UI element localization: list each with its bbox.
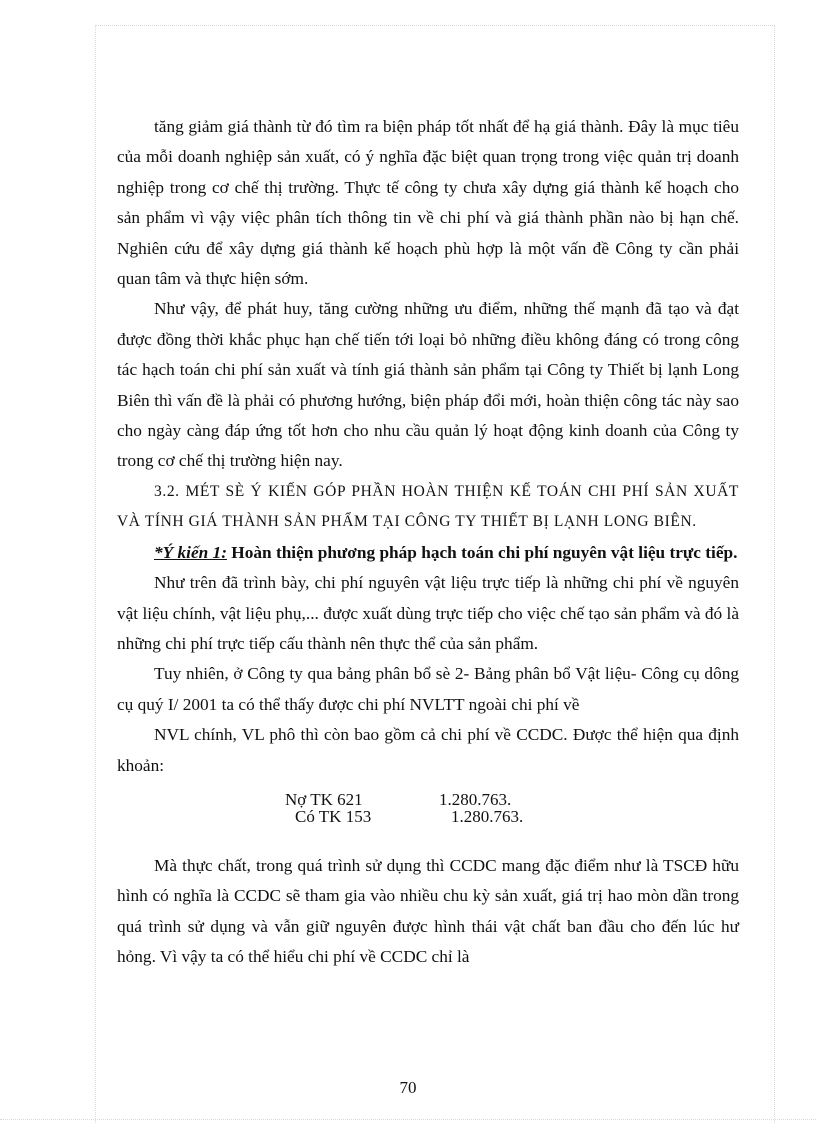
- paragraph-5: NVL chính, VL phô thì còn bao gồm cả chi phí về CCDC. Được thể hiện qua định khoản:: [117, 725, 739, 775]
- paragraph-6: Mà thực chất, trong quá trình sử dụng thì CCDC mang đặc điểm như là TSCĐ hữu hình có nghĩa là CCDC sẽ tham gia vào nhiều chu kỳ sản xuất, giá trị hao mòn dần trong quá trình sử dụng và vẫn giữ nguyên được hình thái vật chất ban đầu cho đến lúc hư hỏng. Vì vậy ta có thể hiểu chi phí về CCDC chỉ là: [117, 855, 739, 967]
- paragraph-4: Tuy nhiên, ở Công ty qua bảng phân bổ sè 2- Bảng phân bổ Vật liệu- Công cụ dông cụ quý I/ 2001 ta có thể thấy được chi phí NVLTT ngoài chi phí về: [117, 664, 739, 714]
- journal-entry: [117, 787, 739, 829]
- credit-account: Có TK 153: [295, 806, 372, 826]
- opinion-title: Hoàn thiện phương pháp hạch toán chi phí nguyên vật liệu trực tiếp.: [226, 542, 738, 562]
- credit-amount: 1.280.763.: [451, 806, 524, 826]
- opinion-heading: [117, 538, 739, 568]
- page-bottom-rule: [0, 1119, 816, 1120]
- debit-amount: 1.280.763.: [439, 789, 512, 809]
- paragraph-1: tăng giảm giá thành từ đó tìm ra biện pháp tốt nhất để hạ giá thành. Đây là mục tiêu của mỗi doanh nghiệp sản xuất, có ý nghĩa đặc biệt quan trọng trong việc quản trị doanh nghiệp trong cơ chế thị trường. Thực tế công ty chưa xây dựng giá thành kế hoạch cho sản phẩm vì vậy việc phân tích thông tin về chi phí và giá thành phần nào bị hạn chế. Nghiên cứu để xây dựng giá thành kế hoạch phù hợp là một vấn đề Công ty cần phải quan tâm và thực hiện sớm.: [117, 117, 739, 289]
- paragraph-3: Như trên đã trình bày, chi phí nguyên vật liệu trực tiếp là những chi phí về nguyên vật liệu chính, vật liệu phụ,... được xuất dùng trực tiếp cho việc chế tạo sản phẩm và đó là những chi phí trực tiếp cấu thành nên thực thể của sản phẩm.: [117, 573, 739, 653]
- document-body: [117, 112, 739, 973]
- section-heading: 3.2. MÉT SÈ Ý KIẾN GÓP PHẦN HOÀN THIỆN KẾ TOÁN CHI PHÍ SẢN XUẤT VÀ TÍNH GIÁ THÀNH SẢN PHẨM TẠI CÔNG TY THIẾT BỊ LẠNH LONG BIÊN.: [117, 482, 739, 531]
- debit-account: Nợ TK 621: [285, 789, 363, 809]
- page-number: 70: [399, 1078, 417, 1097]
- opinion-label: *Ý kiến 1:: [154, 542, 227, 562]
- paragraph-2: Như vậy, để phát huy, tăng cường những ưu điểm, những thế mạnh đã tạo và đạt được đồng thời khắc phục hạn chế tiến tới loại bỏ những điều không đáng có trong công tác hạch toán chi phí sản xuất và tính giá thành sản phẩm tại Công ty Thiết bị lạnh Long Biên thì vấn đề là phải có phương hướng, biện pháp đổi mới, hoàn thiện công tác này sao cho ngày càng đáp ứng tốt hơn cho nhu cầu quản lý hoạt động kinh doanh của Công ty trong cơ chế thị trường hiện nay.: [117, 299, 739, 471]
